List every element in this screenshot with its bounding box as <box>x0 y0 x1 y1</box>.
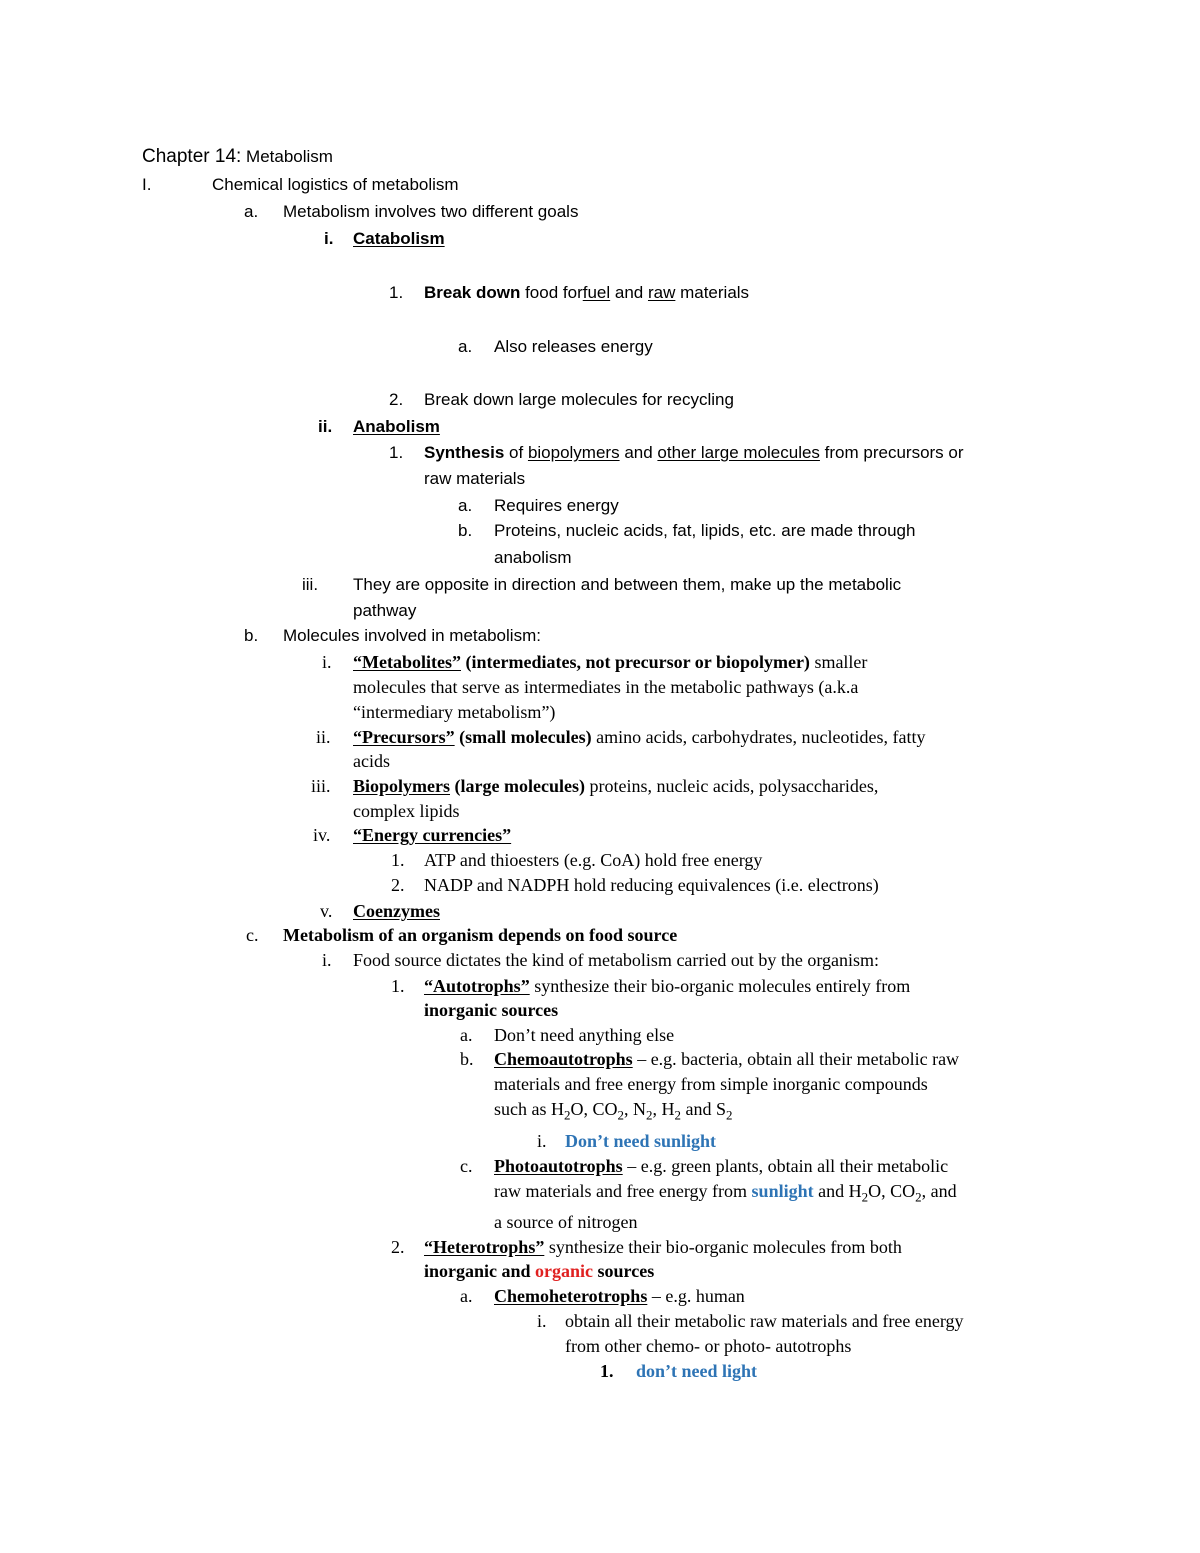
text-run: of <box>504 443 528 462</box>
outline-marker: 2. <box>389 390 404 409</box>
text-run: from precursors or <box>819 443 964 462</box>
list-item-text: Food source dictates the kind of metabolism carried out by the organism: <box>353 950 880 970</box>
list-item-text: materials and free energy from simple inorganic compounds <box>494 1074 928 1094</box>
list-item-text: They are opposite in direction and between them, make up the metabolic <box>353 575 902 594</box>
outline-marker: ii. <box>316 727 331 747</box>
text-run: – e.g. bacteria, obtain all their metabolic raw <box>632 1049 960 1069</box>
outline-marker: 1. <box>391 850 405 870</box>
outline-marker: i. <box>322 950 332 970</box>
text-run: and <box>619 443 658 462</box>
underlined-term: Photoautotrophs <box>494 1156 623 1176</box>
text-run: materials <box>675 283 750 302</box>
underlined-term: Biopolymers <box>353 776 450 796</box>
list-item-text: anabolism <box>494 548 572 567</box>
outline-marker: a. <box>460 1025 473 1045</box>
underlined-term: “Autotrophs” <box>424 976 530 996</box>
bold-term: (small molecules) <box>454 727 592 747</box>
underlined-term: “Heterotrophs” <box>424 1237 545 1257</box>
list-item-text: Break down large molecules for recycling <box>424 390 734 409</box>
outline-marker: c. <box>246 925 259 945</box>
text-run: , and <box>921 1181 957 1201</box>
chapter-title: Metabolism <box>246 147 333 166</box>
text-run: and S <box>680 1099 726 1119</box>
list-item-text: Proteins, nucleic acids, fat, lipids, etc. are made through <box>494 521 916 540</box>
text-run: , H <box>652 1099 675 1119</box>
outline-marker: 2. <box>391 875 405 895</box>
outline-marker: c. <box>460 1156 473 1176</box>
list-item-text: molecules that serve as intermediates in the metabolic pathways (a.k.a <box>353 677 859 697</box>
list-item-text <box>353 728 926 746</box>
text-run: synthesize their bio-organic molecules entirely from <box>529 976 911 996</box>
text-run: such as H <box>494 1099 564 1119</box>
list-item-text: complex lipids <box>353 801 460 821</box>
list-item-text <box>424 284 749 301</box>
underlined-term: biopolymers <box>527 443 620 462</box>
list-item-text <box>424 977 910 995</box>
formula-line <box>494 1099 733 1123</box>
underlined-term: Chemoautotrophs <box>494 1049 633 1069</box>
subscript: 2 <box>564 1107 571 1123</box>
outline-marker: iii. <box>311 776 331 796</box>
outline-marker: ii. <box>318 417 333 436</box>
list-item-text: pathway <box>353 601 417 620</box>
text-run: amino acids, carbohydrates, nucleotides, fatty <box>591 727 926 747</box>
text-run: inorganic and <box>424 1261 536 1281</box>
underlined-term: Coenzymes <box>353 901 440 921</box>
outline-marker: I. <box>142 175 152 194</box>
list-item-text <box>353 777 878 795</box>
outline-marker: i. <box>537 1131 547 1151</box>
outline-marker: iii. <box>302 575 319 594</box>
underlined-term: “Metabolites” <box>353 652 461 672</box>
underlined-term: “Energy currencies” <box>353 825 512 845</box>
outline-marker: 1. <box>389 283 404 302</box>
text-run: O, CO <box>868 1181 916 1201</box>
text-run: proteins, nucleic acids, polysaccharides, <box>584 776 879 796</box>
underlined-term: raw <box>647 283 676 302</box>
outline-marker: a. <box>458 496 473 515</box>
bold-term: (intermediates, not precursor or biopolymer) <box>460 652 810 672</box>
formula-line <box>494 1181 957 1205</box>
outline-marker: 2. <box>391 1237 405 1257</box>
text-run: sources <box>593 1261 655 1281</box>
list-item-text <box>494 1050 959 1068</box>
list-item-text <box>353 653 867 671</box>
text-run: O, CO <box>570 1099 618 1119</box>
text-run: – e.g. human <box>647 1286 745 1306</box>
highlight-term: sunlight <box>751 1181 814 1201</box>
text-run: synthesize their bio-organic molecules from both <box>544 1237 902 1257</box>
list-item-text <box>494 1287 745 1305</box>
outline-marker: b. <box>458 521 473 540</box>
subscript: 2 <box>725 1107 733 1123</box>
outline-marker: i. <box>537 1311 547 1331</box>
subscript: 2 <box>645 1107 653 1123</box>
list-item-text: Metabolism involves two different goals <box>283 202 579 221</box>
outline-marker: a. <box>460 1286 473 1306</box>
list-item-text <box>424 1262 654 1280</box>
underlined-term: Chemoheterotrophs <box>494 1286 648 1306</box>
highlight-note: Don’t need sunlight <box>565 1131 717 1151</box>
anabolism-heading: Anabolism <box>353 417 440 436</box>
list-item-text: from other chemo- or photo- autotrophs <box>565 1336 852 1356</box>
outline-marker: iv. <box>313 825 331 845</box>
list-item-text: “intermediary metabolism”) <box>353 702 556 722</box>
outline-marker: 1. <box>389 443 404 462</box>
text-run: smaller <box>809 652 868 672</box>
text-run: raw materials and free energy from <box>494 1181 752 1201</box>
outline-marker: b. <box>460 1049 474 1069</box>
text-run: and <box>610 283 648 302</box>
text-run: and H <box>813 1181 862 1201</box>
chapter-heading <box>142 147 333 166</box>
outline-marker: v. <box>320 901 333 921</box>
list-item-text: ATP and thioesters (e.g. CoA) hold free energy <box>424 850 763 870</box>
chapter-label: Chapter 14: <box>142 146 242 167</box>
outline-marker: 1. <box>391 976 405 996</box>
bold-term: Synthesis <box>424 443 505 462</box>
list-item-text: Also releases energy <box>494 337 653 356</box>
bold-term: (large molecules) <box>450 776 585 796</box>
outline-marker: 1. <box>600 1361 614 1381</box>
outline-marker: a. <box>244 202 259 221</box>
list-item-text: NADP and NADPH hold reducing equivalences (i.e. electrons) <box>424 875 879 895</box>
underlined-term: fuel <box>582 283 611 302</box>
catabolism-heading: Catabolism <box>353 229 445 248</box>
text-run: food for <box>520 283 583 302</box>
list-item-text: a source of nitrogen <box>494 1212 638 1232</box>
list-item-text <box>424 1238 902 1256</box>
subscript: 2 <box>617 1107 624 1123</box>
list-item-text: Molecules involved in metabolism: <box>283 626 541 645</box>
list-item-text: raw materials <box>424 469 526 488</box>
subscript: 2 <box>915 1189 922 1205</box>
list-item-text: Requires energy <box>494 496 619 515</box>
list-item-text <box>424 444 964 461</box>
highlight-note: don’t need light <box>636 1361 758 1381</box>
text-run: , N <box>623 1099 646 1119</box>
subscript: 2 <box>861 1189 869 1205</box>
bold-term: Break down <box>424 283 521 302</box>
section-heading: Chemical logistics of metabolism <box>212 175 459 194</box>
list-item-text: acids <box>353 751 390 771</box>
list-item-text: Don’t need anything else <box>494 1025 675 1045</box>
outline-marker: i. <box>324 229 334 248</box>
underlined-term: other large molecules <box>657 443 820 462</box>
subscript: 2 <box>674 1107 681 1123</box>
bold-term: inorganic sources <box>424 1000 559 1020</box>
section-heading: Metabolism of an organism depends on food source <box>283 925 678 945</box>
outline-marker: i. <box>322 652 332 672</box>
outline-marker: a. <box>458 337 473 356</box>
list-item-text: obtain all their metabolic raw materials and free energy <box>565 1311 964 1331</box>
highlight-term: organic <box>535 1261 594 1281</box>
underlined-term: “Precursors” <box>353 727 455 747</box>
text-run: – e.g. green plants, obtain all their metabolic <box>622 1156 949 1176</box>
list-item-text <box>494 1157 948 1175</box>
outline-marker: b. <box>244 626 259 645</box>
